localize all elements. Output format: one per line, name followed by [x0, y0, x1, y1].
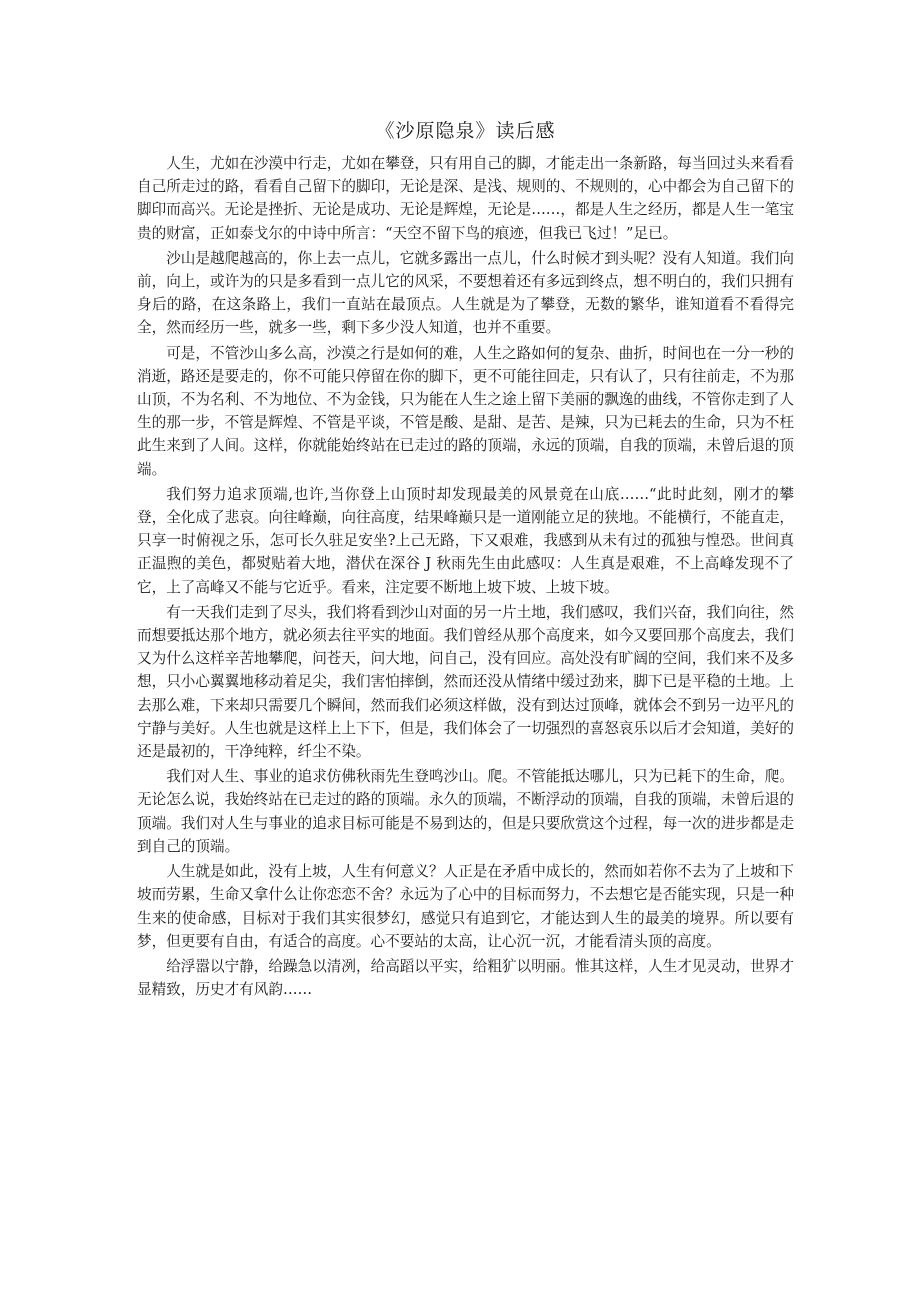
- paragraph-3: 可是，不管沙山多么高，沙漠之行是如何的难，人生之路如何的复杂、曲折，时间也在一分一秒的消逝，路还是要走的，你不可能只停留在你的脚下，更不可能往回走，只有认了，只有往前走，不为那山顶，不为名利、不为地位、不为金钱，只为能在人生之途上留下美丽的飘逸的曲线，不管你走到了人生的那一步，不管是辉煌、不管是平谈，不管是酸、是甜、是苦、是辣，只为已耗去的生命，只为不枉此生来到了人间。这样，你就能始终站在已走过的路的顶端，永远的顶端，自我的顶端，未曾后退的顶端。: [137, 344, 794, 478]
- document-page: [137, 118, 794, 1003]
- paragraph-1: 人生，尤如在沙漠中行走，尤如在攀登，只有用自己的脚，才能走出一条新路，每当回过头来看看自己所走过的路，看看自己留下的脚印，无论是深、是浅、规则的、不规则的，心中都会为自己留下的脚印而高兴。无论是挫折、无论是成功、无论是辉煌，无论是……，都是人生之经历，都是人生一笔宝贵的财富，正如泰戈尔的中诗中所言：“天空不留下鸟的痕迹，但我已飞过！”足已。: [137, 155, 794, 242]
- paragraph-2: 沙山是越爬越高的，你上去一点儿，它就多露出一点儿，什么时候才到头呢？没有人知道。我们向前，向上，或许为的只是多看到一点儿它的风采，不要想着还有多远到终点，想不明白的，我们只拥有身后的路，在这条路上，我们一直站在最顶点。人生就是为了攀登，无数的繁华，谁知道看不看得完全，然而经历一些，就多一些，剩下多少没人知道，也并不重要。: [137, 249, 794, 337]
- paragraph-4: 我们努力追求顶端,也许,当你登上山顶时却发现最美的风景竟在山底……“此时此刻，刚才的攀登，全化成了悲哀。向往峰巅，向往高度，结果峰巅只是一道刚能立足的狭地。不能横行，不能直走，只享一时俯视之乐，怎可长久驻足安坐?上己无路，下又艰难，我感到从未有过的孤独与惶恐。世间真正温煦的美色，都熨贴着大地，潜伏在深谷 J 秋雨先生由此感叹：人生真是艰难，不上高峰发现不了它，上了高峰又不能与它近乎。看来，注定要不断地上坡下坡、上坡下坡。: [137, 485, 794, 596]
- paragraph-8: 给浮嚣以宁静，给躁急以清冽，给高蹈以平实，给粗犷以明丽。惟其这样，人生才见灵动，世界才显精致，历史才有风韵……: [137, 957, 794, 999]
- paragraph-6: 我们对人生、事业的追求仿佛秋雨先生登鸣沙山。爬。不管能抵达哪儿，只为已耗下的生命，爬。无论怎么说，我始终站在已走过的路的顶端。永久的顶端，不断浮动的顶端，自我的顶端，未曾后退的顶端。我们对人生与事业的追求目标可能是不易到达的，但是只要欣赏这个过程，每一次的进步都是走到自己的顶端。: [137, 768, 794, 855]
- paragraph-7: 人生就是如此，没有上坡，人生有何意义？人正是在矛盾中成长的，然而如若你不去为了上坡和下坡而劳累，生命又拿什么让你恋恋不舍？永远为了心中的目标而努力，不去想它是否能实现，只是一种生来的使命感，目标对于我们其实很梦幻，感觉只有追到它，才能达到人生的最美的境界。所以要有梦，但更要有自由，有适合的高度。心不要站的太高，让心沉一沉，才能看清头顶的高度。: [137, 863, 794, 950]
- paragraph-5: 有一天我们走到了尽头，我们将看到沙山对面的另一片土地，我们感叹，我们兴奋，我们向往，然而想要抵达那个地方，就必须去往平实的地面。我们曾经从那个高度来，如今又要回那个高度去，我们又为什么这样辛苦地攀爬，问苍天，问大地，问自己，没有回应。高处没有旷阔的空间，我们来不及多想，只小心翼翼地移动着足尖，我们害怕摔倒，然而还没从情绪中缓过劲来，脚下已是平稳的土地。上去那么难，下来却只需要几个瞬间，然而我们必须这样做，没有到达过顶峰，就体会不到另一边平凡的宁静与美好。人生也就是这样上上下下，但是，我们体会了一切强烈的喜怒哀乐以后才会知道，美好的还是最初的，干净纯粹，纤尘不染。: [137, 603, 794, 761]
- document-title: 《沙原隐泉》读后感: [375, 120, 556, 142]
